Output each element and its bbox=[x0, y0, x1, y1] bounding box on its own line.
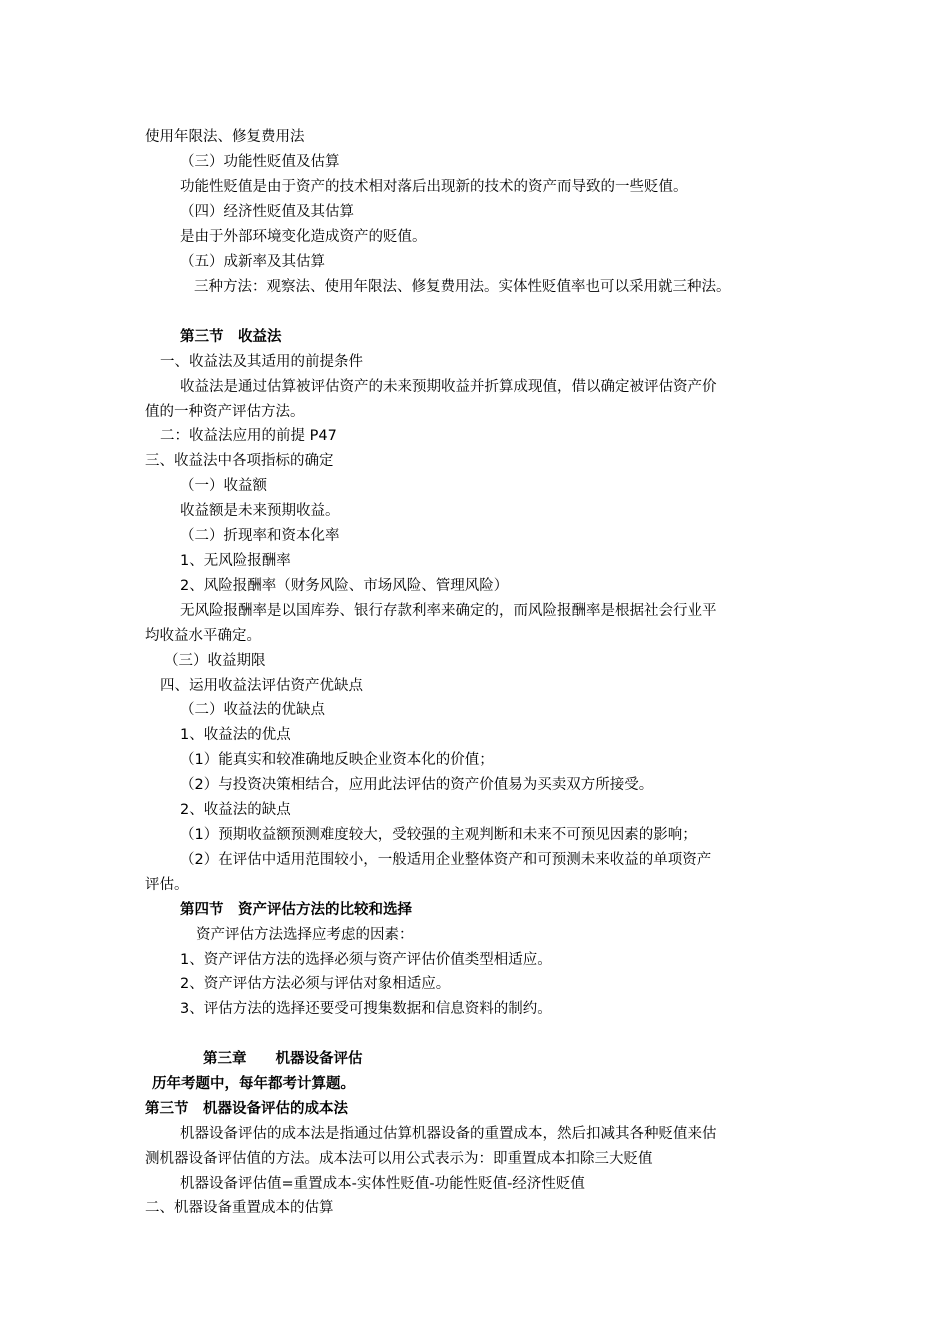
subheading: （五）成新率及其估算 bbox=[180, 254, 325, 270]
formula-line: 机器设备评估值=重置成本-实体性贬值-功能性贬值-经济性贬值 bbox=[180, 1176, 585, 1192]
text-line: 1、无风险报酬率 bbox=[180, 553, 291, 569]
text-line: 四、运用收益法评估资产优缺点 bbox=[160, 678, 363, 694]
text-line: 机器设备评估的成本法是指通过估算机器设备的重置成本，然后扣减其各种贬值来估 bbox=[180, 1126, 717, 1142]
subheading: （三）功能性贬值及估算 bbox=[180, 154, 340, 170]
text-line: 评估。 bbox=[145, 877, 189, 893]
subheading: （一）收益额 bbox=[180, 478, 267, 494]
text-line: 二：收益法应用的前提 P47 bbox=[160, 428, 337, 444]
text-line: 2、风险报酬率（财务风险、市场风险、管理风险） bbox=[180, 578, 509, 594]
text-line: 一、收益法及其适用的前提条件 bbox=[160, 354, 363, 370]
bold-note: 历年考题中，每年都考计算题。 bbox=[152, 1076, 355, 1092]
text-line: 二、机器设备重置成本的估算 bbox=[145, 1200, 334, 1216]
text-line: （2）在评估中适用范围较小，一般适用企业整体资产和可预测未来收益的单项资产 bbox=[180, 852, 712, 868]
chapter-heading: 第三章 机器设备评估 bbox=[203, 1051, 363, 1067]
section-heading: 第三节 收益法 bbox=[180, 329, 282, 345]
text-line: 值的一种资产评估方法。 bbox=[145, 404, 305, 420]
text-line: 无风险报酬率是以国库券、银行存款利率来确定的，而风险报酬率是根据社会行业平 bbox=[180, 603, 717, 619]
text-line: 1、资产评估方法的选择必须与资产评估价值类型相适应。 bbox=[180, 952, 552, 968]
text-line: 功能性贬值是由于资产的技术相对落后出现新的技术的资产而导致的一些贬值。 bbox=[180, 179, 688, 195]
text-line: 3、评估方法的选择还要受可搜集数据和信息资料的制约。 bbox=[180, 1001, 552, 1017]
text-line: 均收益水平确定。 bbox=[145, 628, 261, 644]
subheading: （四）经济性贬值及其估算 bbox=[180, 204, 354, 220]
text-line: 三种方法：观察法、使用年限法、修复费用法。实体性贬值率也可以采用就三种法。 bbox=[194, 279, 731, 295]
text-line: （2）与投资决策相结合，应用此法评估的资产价值易为买卖双方所接受。 bbox=[180, 777, 654, 793]
text-line: 收益额是未来预期收益。 bbox=[180, 503, 340, 519]
text-line: 1、收益法的优点 bbox=[180, 727, 291, 743]
text-line: 资产评估方法选择应考虑的因素： bbox=[196, 927, 414, 943]
text-line: 是由于外部环境变化造成资产的贬值。 bbox=[180, 229, 427, 245]
text-line: 使用年限法、修复费用法 bbox=[145, 129, 305, 145]
subheading: （三）收益期限 bbox=[164, 653, 266, 669]
text-line: 三、收益法中各项指标的确定 bbox=[145, 453, 334, 469]
text-line: （1）能真实和较准确地反映企业资本化的价值； bbox=[180, 752, 494, 768]
subheading: （二）折现率和资本化率 bbox=[180, 528, 340, 544]
text-line: （1）预期收益额预测难度较大，受较强的主观判断和未来不可预见因素的影响； bbox=[180, 827, 697, 843]
text-line: 2、资产评估方法必须与评估对象相适应。 bbox=[180, 976, 451, 992]
text-line: 测机器设备评估值的方法。成本法可以用公式表示为：即重置成本扣除三大贬值 bbox=[145, 1151, 653, 1167]
subheading: （二）收益法的优缺点 bbox=[180, 702, 325, 718]
section-heading: 第三节 机器设备评估的成本法 bbox=[145, 1101, 348, 1117]
text-line: 2、收益法的缺点 bbox=[180, 802, 291, 818]
text-line: 收益法是通过估算被评估资产的未来预期收益并折算成现值，借以确定被评估资产价 bbox=[180, 379, 717, 395]
section-heading: 第四节 资产评估方法的比较和选择 bbox=[180, 902, 412, 918]
